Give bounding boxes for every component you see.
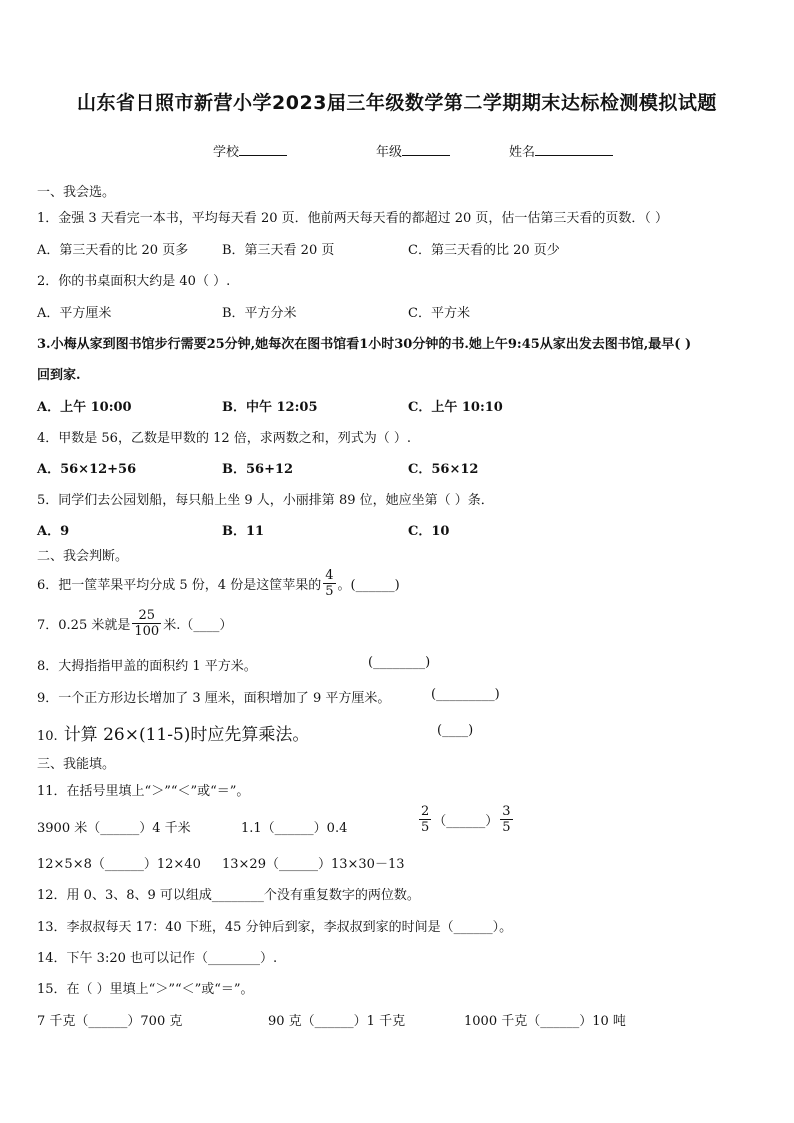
school-blank[interactable] — [239, 142, 287, 156]
school-label: 学校 — [213, 145, 240, 160]
section-heading-choose: 一、我会选。 — [37, 185, 116, 200]
question-6 — [37, 568, 400, 599]
q10-number: 10. — [37, 729, 58, 744]
q15-compare-2[interactable]: 90 克（______）1 千克 — [268, 1014, 406, 1029]
q11-compare-1[interactable]: 3900 米（______）4 千米 — [37, 821, 191, 836]
q3-option-c[interactable]: C．上午 10:10 — [408, 400, 503, 415]
q3-option-a[interactable]: A．上午 10:00 — [37, 400, 132, 415]
school-field — [213, 141, 287, 160]
fraction-denominator: 5 — [502, 820, 511, 835]
question-10 — [37, 720, 309, 745]
q6-blank[interactable]: 。(______) — [337, 578, 400, 593]
q5-option-b[interactable]: B．11 — [222, 524, 265, 539]
q1-option-c[interactable]: C．第三天看的比 20 页少 — [408, 243, 560, 258]
q15-compare-3[interactable]: 1000 千克（______）10 吨 — [464, 1014, 626, 1029]
q8-blank[interactable]: (________) — [368, 655, 431, 670]
question-3: 3.小梅从家到图书馆步行需要25分钟,她每次在图书馆看1小时30分钟的书.她上午9:45从家出发去图书馆,最早( ) — [37, 337, 692, 352]
q6-fraction — [323, 568, 335, 599]
q2-option-a[interactable]: A．平方厘米 — [37, 306, 112, 321]
q6-denominator: 5 — [325, 584, 334, 599]
question-4: 4．甲数是 56，乙数是甲数的 12 倍，求两数之和，列式为（ ）. — [37, 431, 412, 446]
fraction-numerator: 2 — [421, 804, 430, 819]
q11-fraction-right — [500, 804, 512, 835]
q6-text: 6．把一筐苹果平均分成 5 份，4 份是这筐苹果的 — [37, 578, 322, 593]
q15-compare-1[interactable]: 7 千克（______）700 克 — [37, 1014, 183, 1029]
name-field — [509, 141, 613, 160]
q7-fraction — [132, 608, 161, 639]
question-9: 9．一个正方形边长增加了 3 厘米，面积增加了 9 平方厘米。 — [37, 691, 391, 706]
question-11: 11．在括号里填上“＞”“＜”或“＝”。 — [37, 784, 250, 799]
q5-option-c[interactable]: C．10 — [408, 524, 450, 539]
section-heading-fill: 三、我能填。 — [37, 757, 116, 772]
q4-option-b[interactable]: B．56+12 — [222, 462, 294, 477]
grade-label: 年级 — [376, 145, 403, 160]
q11-compare-5[interactable]: 13×29（______）13×30－13 — [222, 857, 405, 872]
q4-option-a[interactable]: A．56×12+56 — [37, 462, 137, 477]
q5-option-a[interactable]: A．9 — [37, 524, 70, 539]
fraction-numerator: 3 — [502, 804, 511, 819]
q2-option-b[interactable]: B．平方分米 — [222, 306, 297, 321]
q11-compare-3[interactable] — [417, 804, 515, 835]
q10-text: 计算 26×(11-5)时应先算乘法。 — [63, 725, 310, 745]
grade-field — [376, 141, 450, 160]
q4-option-c[interactable]: C．56×12 — [408, 462, 479, 477]
grade-blank[interactable] — [402, 142, 450, 156]
fraction-denominator: 5 — [421, 820, 430, 835]
name-blank[interactable] — [535, 142, 613, 156]
question-1: 1．金强 3 天看完一本书，平均每天看 20 页．他前两天每天看的都超过 20 页，估一估第三天看的页数．（ ） — [37, 211, 669, 226]
q2-option-c[interactable]: C．平方米 — [408, 306, 470, 321]
q7-text: 7．0.25 米就是 — [37, 618, 131, 633]
q11-fraction-left — [419, 804, 431, 835]
q11-compare-2[interactable]: 1.1（______）0.4 — [241, 821, 348, 836]
q11-blank-3[interactable]: （______） — [433, 814, 499, 829]
question-8: 8．大拇指指甲盖的面积约 1 平方米。 — [37, 659, 257, 674]
question-12: 12．用 0、3、8、9 可以组成________个没有重复数字的两位数。 — [37, 888, 420, 903]
question-14: 14．下午 3:20 也可以记作（________）. — [37, 951, 278, 966]
name-label: 姓名 — [509, 145, 536, 160]
question-5: 5．同学们去公园划船，每只船上坐 9 人，小丽排第 89 位，她应坐第（ ）条． — [37, 493, 494, 508]
question-2: 2．你的书桌面积大约是 40（ ）. — [37, 274, 231, 289]
question-13: 13．李叔叔每天 17：40 下班，45 分钟后到家，李叔叔到家的时间是（______）。 — [37, 920, 513, 935]
q7-denominator: 100 — [134, 624, 160, 639]
question-3-cont: 回到家. — [37, 368, 81, 383]
question-7 — [37, 608, 232, 639]
q7-numerator: 25 — [138, 608, 156, 623]
page-title: 山东省日照市新营小学2023届三年级数学第二学期期末达标检测模拟试题 — [77, 92, 717, 114]
q7-blank[interactable]: 米.（____） — [163, 618, 233, 633]
q1-option-b[interactable]: B．第三天看 20 页 — [222, 243, 335, 258]
q3-option-b[interactable]: B．中午 12:05 — [222, 400, 318, 415]
q9-blank[interactable]: (_________) — [431, 687, 500, 702]
section-heading-judge: 二、我会判断。 — [37, 549, 129, 564]
q6-numerator: 4 — [325, 568, 334, 583]
question-15: 15．在（ ）里填上“＞”“＜”或“＝”。 — [37, 982, 254, 997]
q1-option-a[interactable]: A．第三天看的比 20 页多 — [37, 243, 189, 258]
q10-blank[interactable]: (____) — [437, 723, 474, 738]
q11-compare-4[interactable]: 12×5×8（______）12×40 — [37, 857, 201, 872]
